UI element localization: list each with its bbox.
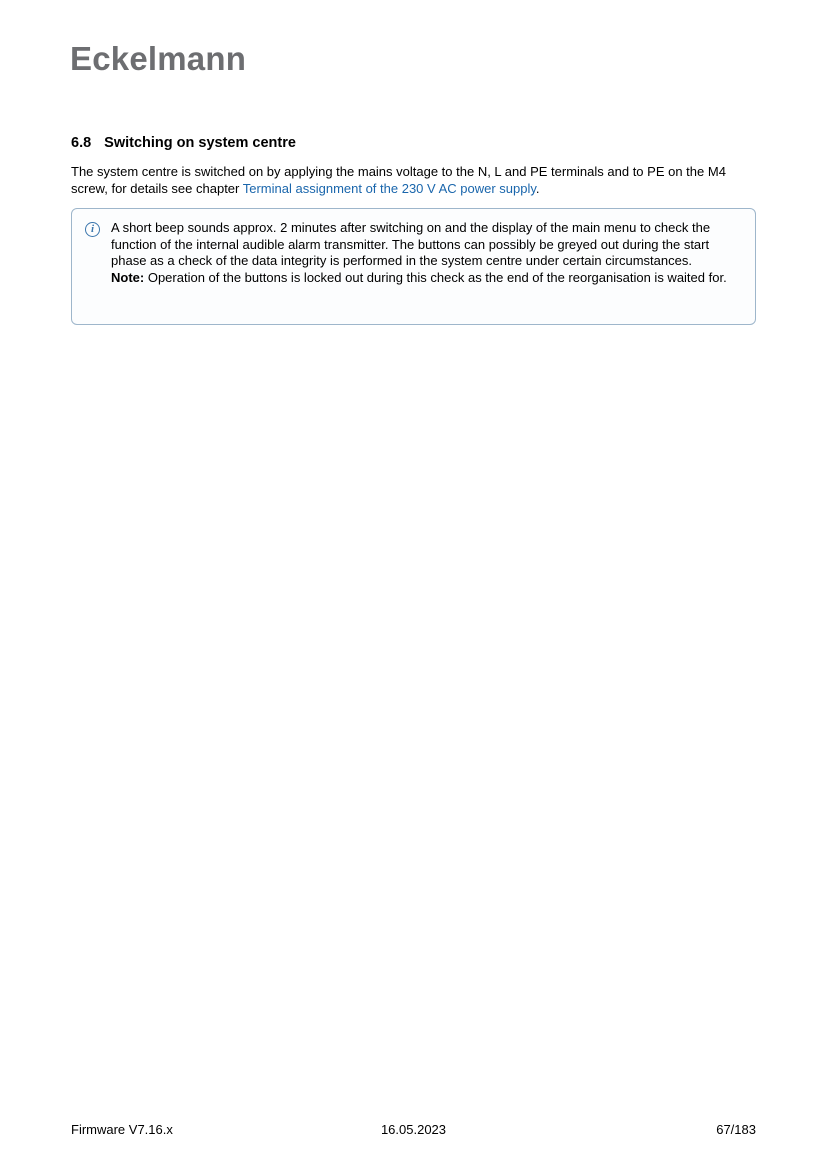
section-heading <box>71 135 296 151</box>
footer-firmware-version: Firmware V7.16.x <box>71 1122 173 1137</box>
info-note-text: Operation of the buttons is locked out during this check as the end of the reorganisation is waited for. <box>144 269 727 285</box>
info-box-body: A short beep sounds approx. 2 minutes after switching on and the display of the main menu to check the function of the internal audible alarm transmitter. The buttons can possibly be greyed out during the start phase as a check of the data integrity is performed in the system centre under certain circumstances. <box>111 220 711 268</box>
section-title: Switching on system centre <box>104 135 296 151</box>
intro-paragraph <box>71 163 749 197</box>
chapter-link[interactable]: Terminal assignment of the 230 V AC power supply <box>242 181 536 196</box>
footer-page-number: 67/183 <box>716 1122 756 1137</box>
eckelmann-logo: Eckelmann <box>70 40 247 77</box>
page-footer <box>71 1122 756 1137</box>
info-note-box <box>71 208 756 325</box>
footer-date: 16.05.2023 <box>380 1122 447 1137</box>
info-box-text <box>111 220 741 286</box>
section-number: 6.8 <box>71 135 92 151</box>
paragraph-text-before: The system centre is switched on by applying the mains voltage to the N, L and PE terminals and to PE on the M4 screw, for details see chapter <box>71 164 726 196</box>
info-icon: i <box>85 222 100 237</box>
paragraph-text-after: . <box>535 181 540 196</box>
info-note-label: Note: <box>111 269 145 285</box>
